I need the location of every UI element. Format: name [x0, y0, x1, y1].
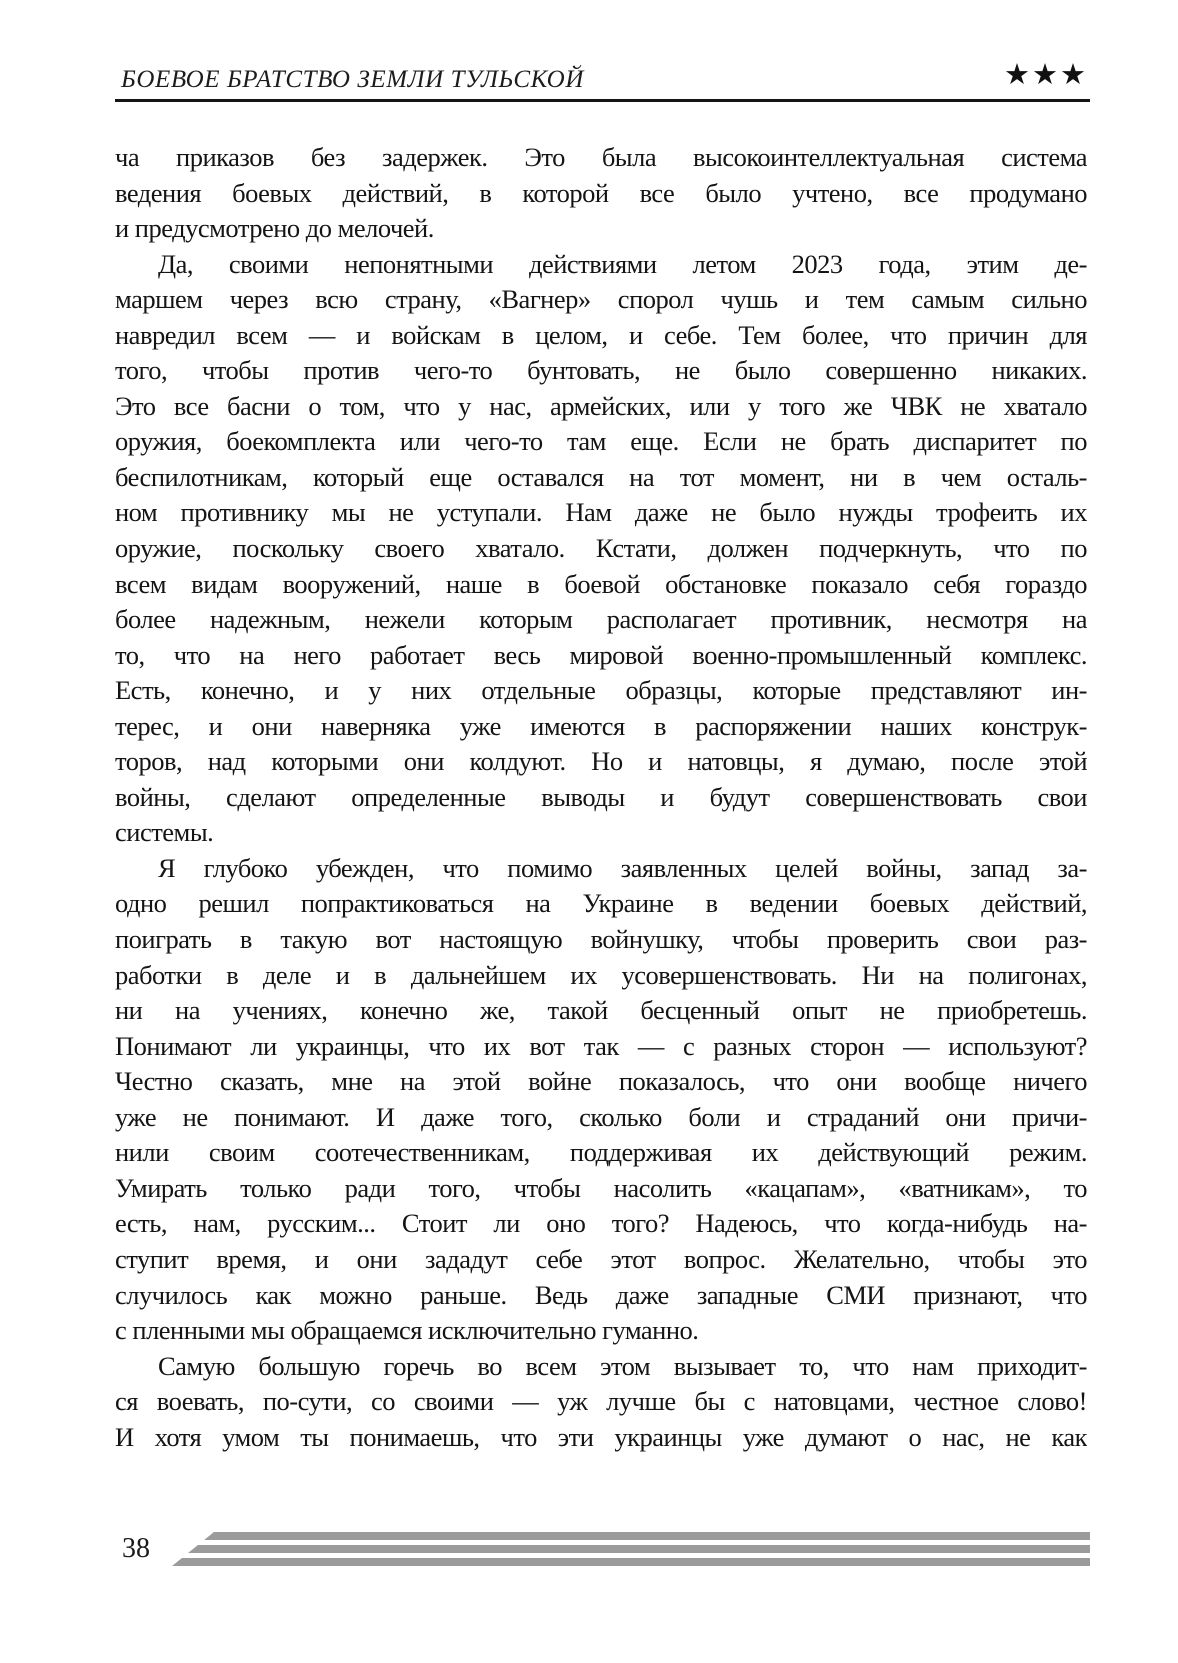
- text-line: ча приказов без задержек. Это была высокоинтеллектуальная система: [115, 142, 1087, 172]
- text-line: торов, над которыми они колдуют. Но и натовцы, я думаю, после этой: [115, 746, 1087, 777]
- text-line: Честно сказать, мне на этой войне показалось, что они вообще ничего: [115, 1066, 1087, 1097]
- text-line: ни на учениях, конечно же, такой бесценный опыт не приобретешь.: [115, 995, 1087, 1026]
- text-line: есть, нам, русским... Стоит ли оно того? Надеюсь, что когда-нибудь на-: [115, 1208, 1087, 1239]
- text-line: ся воевать, по-сути, со своими — уж лучше бы с натовцами, честное слово!: [115, 1386, 1087, 1417]
- text-line: Это все басни о том, что у нас, армейских, или у того же ЧВК не хватало: [115, 390, 1087, 421]
- text-line: работки в деле и в дальнейшем их усовершенствовать. Ни на полигонах,: [115, 959, 1087, 990]
- text-line: Умирать только ради того, чтобы насолить «кацапам», «ватникам», то: [115, 1172, 1087, 1203]
- text-line: оружия, боекомплекта или чего-то там еще. Если не брать диспаритет по: [115, 426, 1087, 457]
- text-line: Да, своими непонятными действиями летом 2023 года, этим де-: [158, 248, 1087, 279]
- text-line: более надежным, нежели которым располагает противник, несмотря на: [115, 604, 1087, 635]
- text-line: И хотя умом ты понимаешь, что эти украинцы уже думают о нас, не как: [115, 1421, 1087, 1452]
- text-line: и предусмотрено до мелочей.: [115, 213, 434, 244]
- text-line: Есть, конечно, и у них отдельные образцы, которые представляют ин-: [115, 675, 1087, 706]
- text-line: одно решил попрактиковаться на Украине в ведении боевых действий,: [115, 888, 1087, 919]
- text-line: Самую большую горечь во всем этом вызывает то, что нам приходит-: [158, 1350, 1087, 1381]
- text-line: системы.: [115, 817, 214, 848]
- text-line: поиграть в такую вот настоящую войнушку, чтобы проверить свои раз-: [115, 924, 1087, 955]
- page-number: 38: [122, 1533, 150, 1564]
- header-rule: [115, 99, 1090, 102]
- text-line: ведения боевых действий, в которой все было учтено, все продумано: [115, 177, 1087, 208]
- text-line: с пленными мы обращаемся исключительно гуманно.: [115, 1315, 699, 1346]
- text-line: ном противнику мы не уступали. Нам даже не было нужды трофеить их: [115, 497, 1087, 528]
- text-line: того, чтобы против чего-то бунтовать, не было совершенно никаких.: [115, 355, 1087, 386]
- text-line: оружие, поскольку своего хватало. Кстати, должен подчеркнуть, что по: [115, 533, 1087, 564]
- running-title: БОЕВОЕ БРАТСТВО ЗЕМЛИ ТУЛЬСКОЙ: [121, 66, 584, 93]
- text-line: ступит время, и они зададут себе этот вопрос. Желательно, чтобы это: [115, 1243, 1087, 1274]
- text-line: нили своим соотечественникам, поддерживая их действующий режим.: [115, 1137, 1087, 1168]
- text-line: Понимают ли украинцы, что их вот так — с разных сторон — используют?: [115, 1030, 1087, 1061]
- text-line: то, что на него работает весь мировой военно-промышленный комплекс.: [115, 639, 1087, 670]
- text-line: уже не понимают. И даже того, сколько боли и страданий они причи-: [115, 1101, 1087, 1132]
- text-line: случилось как можно раньше. Ведь даже западные СМИ признают, что: [115, 1279, 1087, 1310]
- text-line: всем видам вооружений, наше в боевой обстановке показало себя гораздо: [115, 568, 1087, 599]
- text-line: навредил всем — и войскам в целом, и себе. Тем более, что причин для: [115, 319, 1087, 350]
- body-text: [115, 140, 1087, 1455]
- text-line: терес, и они наверняка уже имеются в распоряжении наших конструк-: [115, 710, 1087, 741]
- text-line: войны, сделают определенные выводы и будут совершенствовать свои: [115, 781, 1087, 812]
- three-stars-ornament-icon: ★★★: [1004, 57, 1088, 91]
- text-line: Я глубоко убежден, что помимо заявленных целей войны, запад за-: [158, 852, 1087, 883]
- footer-stripes-ornament: [172, 1532, 1090, 1566]
- text-line: беспилотникам, который еще оставался на тот момент, ни в чем осталь-: [115, 461, 1087, 492]
- text-line: маршем через всю страну, «Вагнер» спорол чушь и тем самым сильно: [115, 284, 1087, 315]
